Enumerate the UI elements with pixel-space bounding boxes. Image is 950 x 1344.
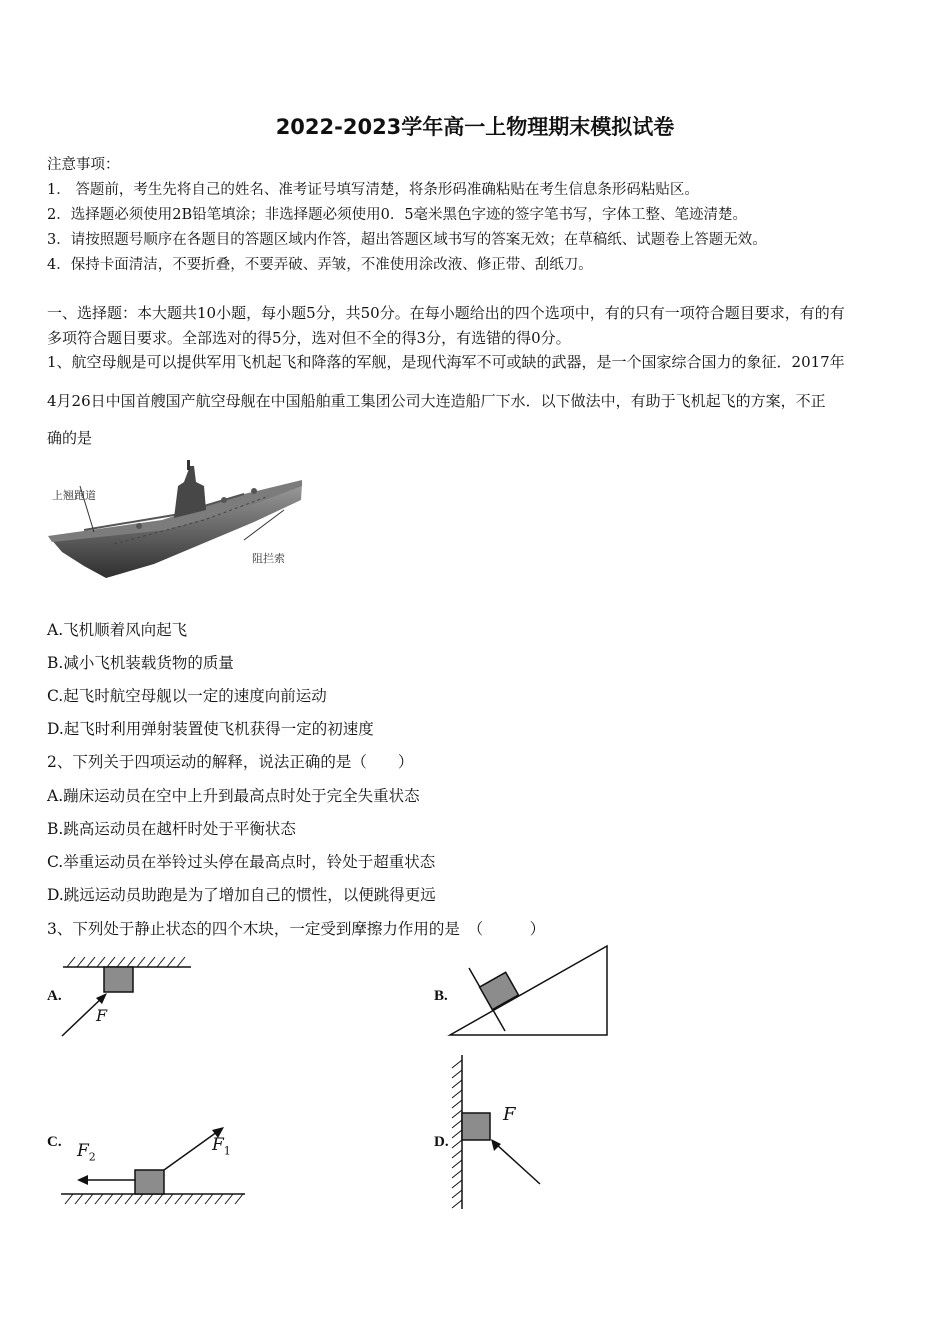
force-subscript: 2: [88, 1150, 96, 1164]
figure-a-diagram: [55, 952, 200, 1042]
force-symbol: F: [212, 1135, 224, 1155]
question-1-stem: 1、航空母舰是可以提供军用飞机起飞和降落的军舰，是现代海军不可或缺的武器，是一个国家综合国力的象征．2017年: [47, 353, 845, 371]
question-1-option-b: B.减小飞机装载货物的质量: [47, 654, 234, 672]
question-1-option-c: C.起飞时航空母舰以一定的速度向前运动: [47, 687, 327, 705]
arrester-cable-label: 阻拦索: [252, 552, 285, 565]
question-1-stem: 确的是: [47, 429, 93, 447]
page-title: 2022-2023学年高一上物理期末模拟试卷: [275, 115, 675, 139]
figure-b-diagram: [445, 944, 615, 1039]
question-2-option-a: A.蹦床运动员在空中上升到最高点时处于完全失重状态: [47, 787, 420, 805]
force-label: F: [96, 1006, 108, 1025]
question-2-option-b: B.跳高运动员在越杆时处于平衡状态: [47, 820, 296, 838]
force-symbol: F: [77, 1141, 89, 1161]
figure-d-diagram: [440, 1052, 550, 1212]
force-f2-label: [77, 1141, 96, 1163]
force-subscript: 1: [223, 1144, 231, 1158]
force-f1-label: [212, 1135, 231, 1157]
notice-item: 1． 答题前，考生先将自己的姓名、准考证号填写清楚，将条形码准确粘贴在考生信息条形码粘贴区。: [47, 182, 699, 198]
runway-label: 上翘跑道: [52, 489, 96, 502]
question-2-option-d: D.跳远运动员助跑是为了增加自己的惯性，以便跳得更远: [47, 886, 436, 904]
figure-c-label: C.: [47, 1134, 62, 1150]
notice-item: 2．选择题必须使用2B铅笔填涂；非选择题必须使用0．5毫米黑色字迹的签字笔书写，字体工整、笔迹清楚。: [47, 207, 748, 223]
question-3-stem: 3、下列处于静止状态的四个木块，一定受到摩擦力作用的是 （ ）: [47, 920, 546, 938]
question-1-option-d: D.起飞时利用弹射装置使飞机获得一定的初速度: [47, 720, 374, 738]
notice-item: 4．保持卡面清洁，不要折叠，不要弄破、弄皱，不准使用涂改液、修正带、刮纸刀。: [47, 257, 593, 273]
force-label: F: [503, 1104, 516, 1125]
question-2-stem: 2、下列关于四项运动的解释，说法正确的是（ ）: [47, 753, 414, 771]
notice-item: 3．请按照题号顺序在各题目的答题区域内作答，超出答题区域书写的答案无效；在草稿纸、试题卷上答题无效。: [47, 232, 767, 248]
figure-b-label: B.: [434, 988, 448, 1004]
section-intro-line: 一、选择题：本大题共10小题，每小题5分，共50分。在每小题给出的四个选项中，有的只有一项符合题目要求，有的有: [47, 304, 845, 322]
figure-d-label: D.: [434, 1134, 449, 1150]
notice-heading: 注意事项：: [47, 157, 120, 173]
question-2-option-c: C.举重运动员在举铃过头停在最高点时，铃处于超重状态: [47, 853, 436, 871]
question-1-stem: 4月26日中国首艘国产航空母舰在中国船舶重工集团公司大连造船厂下水．以下做法中，有助于飞机起飞的方案，不正: [47, 392, 826, 410]
section-intro-line: 多项符合题目要求。全部选对的得5分，选对但不全的得3分，有选错的得0分。: [47, 329, 571, 347]
aircraft-carrier-image: [44, 460, 309, 585]
figure-a-label: A.: [47, 988, 62, 1004]
question-1-option-a: A.飞机顺着风向起飞: [47, 621, 188, 639]
